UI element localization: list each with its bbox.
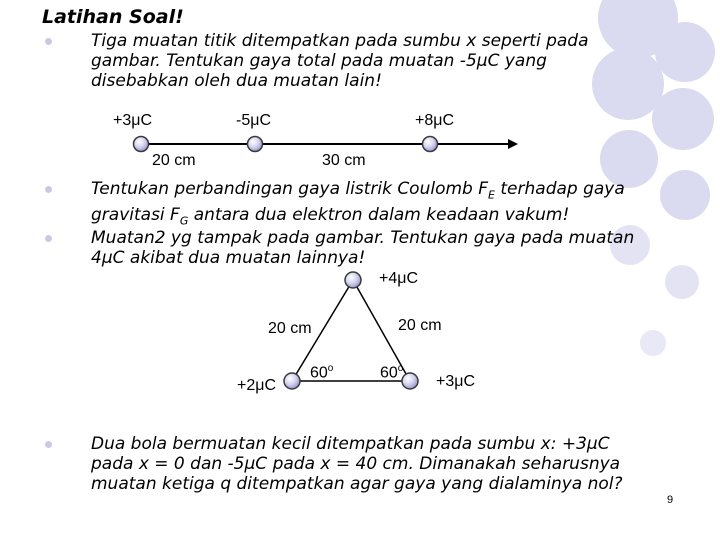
slide-title: Latihan Soal! [42, 6, 184, 28]
charge-bottom-left-marker [284, 373, 300, 389]
degree-mark: o [397, 363, 404, 374]
problem-3-line: Muatan2 yg tampak pada gambar. Tentukan gaya pada muatan [91, 228, 635, 248]
problem-3 [91, 228, 634, 268]
problem-2 [91, 179, 625, 232]
side-left-label: 20 cm [268, 320, 312, 337]
degree-mark: o [327, 363, 334, 374]
angle-left-value: 60 [310, 364, 328, 382]
problem-4 [91, 434, 623, 494]
page-number: 9 [667, 494, 674, 506]
charge-right-marker [423, 137, 438, 152]
x-axis-arrowhead [508, 139, 518, 149]
bullet-icon [45, 441, 52, 448]
charge-left-label: +3μC [113, 112, 153, 129]
bullet-icon [45, 186, 52, 193]
problem-4-line: Dua bola bermuatan kecil ditempatkan pada sumbu x: +3μC [91, 434, 610, 454]
problem-4-line: pada x = 0 dan -5μC pada x = 40 cm. Dimanakah seharusnya [91, 454, 621, 474]
distance-1-label: 20 cm [152, 152, 196, 169]
problem-1-line: gambar. Tentukan gaya total pada muatan -5μC yang [91, 51, 547, 71]
angle-left-label [310, 363, 333, 382]
problem-1-line: disebabkan oleh dua muatan lain! [91, 71, 382, 91]
problem-2-text: antara dua elektron dalam keadaan vakum! [188, 205, 570, 226]
charge-left-marker [134, 137, 149, 152]
problem-2-text: gravitasi F [91, 205, 180, 226]
charge-top-marker [345, 272, 361, 288]
bullet-icon [45, 235, 52, 242]
charge-bottom-right-marker [402, 373, 418, 389]
problem-4-line: muatan ketiga q ditempatkan agar gaya yang dialaminya nol? [91, 474, 623, 494]
charge-right-label: +3μC [436, 373, 476, 390]
charge-left-label: +2μC [237, 377, 277, 394]
side-right-label: 20 cm [398, 317, 442, 334]
subscript-e: E [488, 188, 495, 202]
distance-2-label: 30 cm [322, 152, 366, 169]
problem-1-line: Tiga muatan titik ditempatkan pada sumbu x seperti pada [91, 31, 589, 51]
charge-mid-marker [248, 137, 263, 152]
charge-right-label: +8μC [415, 112, 455, 129]
angle-right-value: 60 [380, 364, 398, 382]
problem-2-text: terhadap gaya [494, 179, 625, 199]
problem-2-text: Tentukan perbandingan gaya listrik Coulomb F [91, 179, 489, 199]
subscript-g: G [179, 214, 189, 228]
angle-right-label [380, 363, 403, 382]
problem-3-line: 4μC akibat dua muatan lainnya! [91, 248, 366, 268]
charge-top-label: +4μC [379, 270, 419, 287]
charge-mid-label: -5μC [236, 112, 271, 129]
